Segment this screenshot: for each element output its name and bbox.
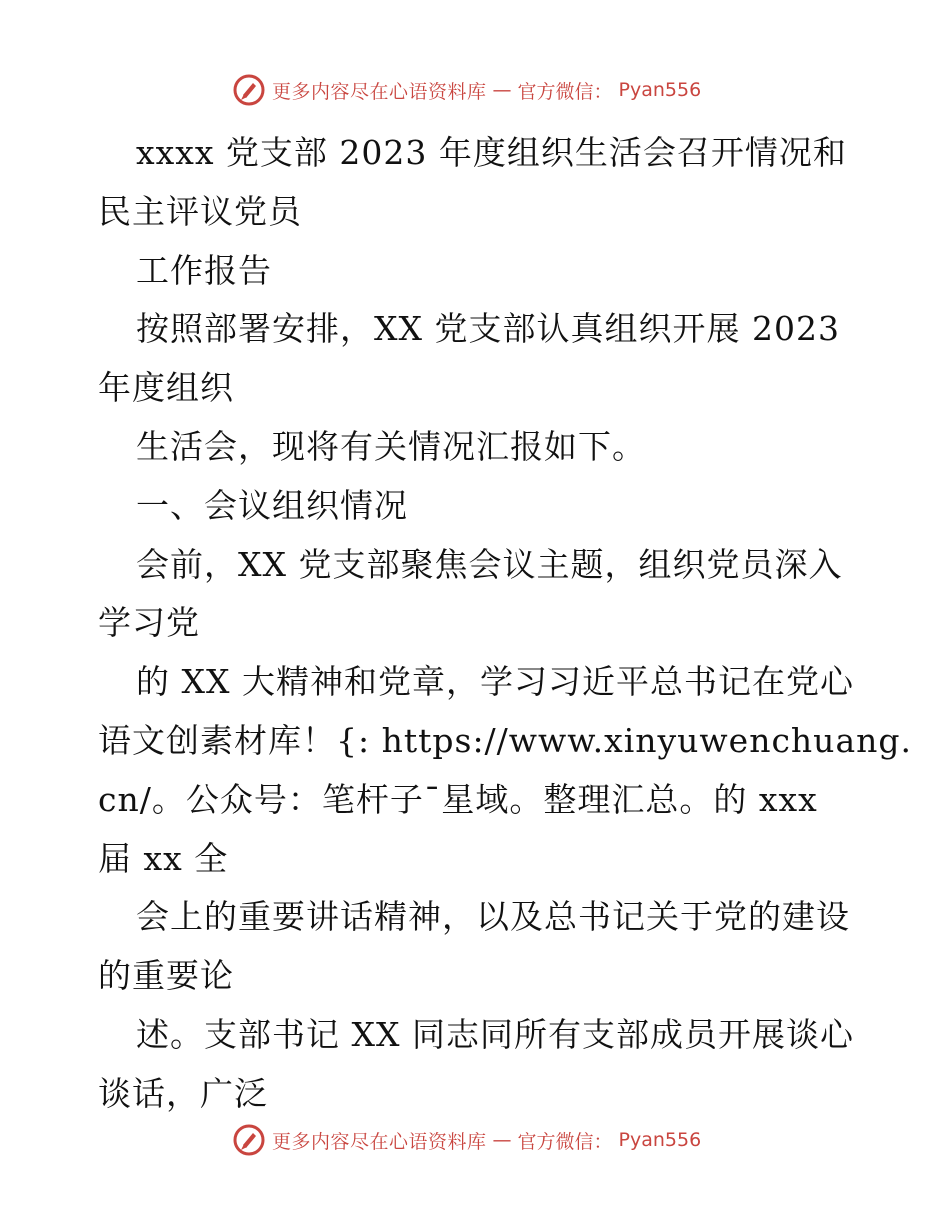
doc-title-line-3: 工作报告 [136,250,272,290]
pen-seal-icon [232,73,266,107]
pen-seal-icon [232,1123,266,1157]
section-heading: 一、会议组织情况 [136,485,408,525]
doc-paragraph-line: 年度组织 [98,368,234,408]
header-watermark [232,72,701,108]
watermark-wechat-id: Pyan556 [618,1129,702,1151]
document-body [98,124,912,1124]
footer-watermark [232,1122,701,1158]
doc-title-line-2: 民主评议党员 [98,191,302,231]
doc-paragraph-line: 生活会，现将有关情况汇报如下。 [136,426,646,466]
doc-paragraph-line: 会前，XX 党支部聚焦会议主题，组织党员深入 [136,544,843,584]
doc-paragraph-line: 谈话，广泛 [98,1073,268,1113]
doc-paragraph-line: 的 XX 大精神和党章，学习习近平总书记在党心 [136,662,854,702]
doc-paragraph-line: 按照部署安排，XX 党支部认真组织开展 2023 [136,309,840,349]
watermark-separator: — [492,1129,512,1151]
watermark-wechat-label: 官方微信： [517,1130,613,1153]
watermark-brand: 更多内容尽在心语资料库 [272,1130,487,1153]
doc-paragraph-line: cn/。公众号：笔杆子¯星域。整理汇总。的 xxx [98,779,818,819]
watermark-brand: 更多内容尽在心语资料库 [272,80,487,103]
doc-paragraph-line: 语文创素材库！{: https://www.xinyuwenchuang. [98,720,912,760]
doc-paragraph-line: 述。支部书记 XX 同志同所有支部成员开展谈心 [136,1014,854,1054]
watermark-separator: — [492,79,512,101]
doc-paragraph-line: 会上的重要讲话精神，以及总书记关于党的建设 [136,897,850,937]
doc-paragraph-line: 届 xx 全 [98,838,229,878]
doc-paragraph-line: 学习党 [98,603,200,643]
watermark-wechat-label: 官方微信： [517,80,613,103]
watermark-wechat-id: Pyan556 [618,79,702,101]
doc-title-line-1: xxxx 党支部 2023 年度组织生活会召开情况和 [136,133,847,172]
doc-paragraph-line: 的重要论 [98,956,234,996]
